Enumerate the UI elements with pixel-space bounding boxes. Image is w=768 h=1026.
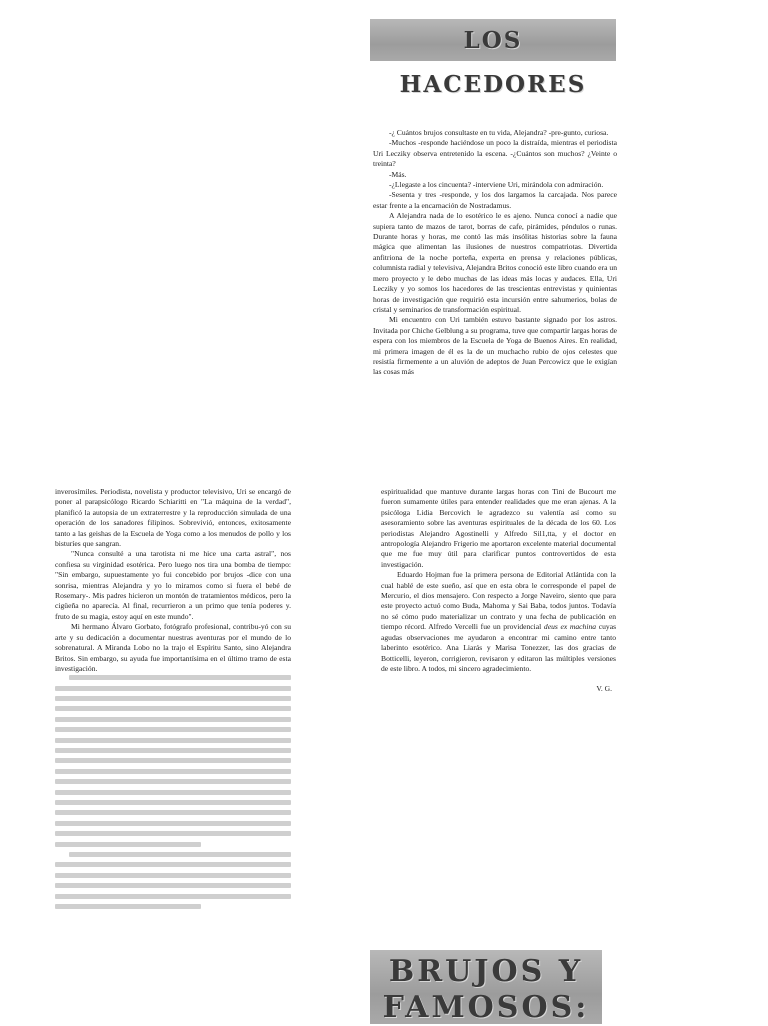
header-banner: LOS HACEDORES: [370, 19, 616, 61]
paragraph-text: Eduardo Hojman fue la primera persona de Editorial Atlántida con la cual hablé de este sueño, así que en esta obra le corresponde el papel de Mercurio, el dios mensajero. Con respecto a Jorge Naveiro, siento que para este proyecto actuó como Buda, Mahoma y Sai Baba, todos juntos. Todavía no sé cómo pudo materializar un contrato y una fecha de publicación en tiempo récord. Alfredo Vercelli fue un providencial: [381, 570, 616, 632]
paragraph: espiritualidad que mantuve durante largas horas con Tini de Bucourt me fueron sumamente útiles para entender realidades que me eran ajenas. A la psicóloga Lidia Bercovich le agradezco su valentía así como su asesoramiento sobre las aventuras espirituales de la década de los 60. Los periodistas Alejandro Agostinelli y Alfredo Sil1,tta, y el doctor en antropología Alejandro Frigerio me aportaron excelente material documental que me fue muy útil para clarificar puntos controvertidos de esta investigación.: [381, 487, 616, 569]
paragraph-unreadable: [55, 675, 291, 846]
paragraph-text: cuyas agudas observaciones me ayudaron a encontrar mi camino entre tanto laberinto esotérico. Ana Liarás y Marisa Tonezzer, las dos gracias de Botticelli, leyeron, corrigieron, revisaron y editaron las múltiples versiones de este libro. A todos, mi sincero agradecimiento.: [381, 622, 617, 673]
paragraph: [381, 570, 616, 674]
paragraph: -¿ Cuántos brujos consultaste en tu vida, Alejandra? -pre-gunto, curiosa.: [389, 128, 609, 137]
paragraph: -¿Llegaste a los cincuenta? -interviene Uri, mirándola con admiración.: [389, 180, 604, 190]
paragraph: inverosímiles. Periodista, novelista y productor televisivo, Uri se encargó de poner al parapsicólogo Ricardo Schiaritti en "La máquina de la verdad", planificó la autopsia de un extraterrestre y la reproducción simulada de una operación de los sanadores filipinos. Sobrevivió, entonces, exitosamente tanto a las geishas de la Escuela de Yoga como a los menudos de pollo y los bisturíes que sangran.: [55, 487, 291, 549]
paragraph: Mi encuentro con Uri también estuvo bastante signado por los astros. Invitada por Chiche Gelblung a su programa, tuve que compartir largas horas de espera con los miembros de la Escuela de Yoga de Buenos Aires. En realidad, mi primera imagen de él es la de un muchacho rubio de ojos celestes que resistía firmemente a un aluvión de adeptos de Juan Percowicz que le exigían las cosas más: [373, 315, 617, 377]
paragraph: -Más.: [389, 169, 407, 179]
text-column-bottom-left: [55, 487, 291, 914]
paragraph-unreadable: [55, 852, 291, 909]
paragraph: A Alejandra nada de lo esotérico le es ajeno. Nunca conocí a nadie que supiera tanto de mazos de tarot, borras de cafe, pirámides, péndulos o runas. Durante horas y horas, me contó las más insólitas historias sobre la fauna mágica que alimentan las ilusiones de nuestros compatriotas. Divertida anfitriona de la noche porteña, experta en prensa y relaciones públicas, columnista radial y televisiva, Alejandra Britos conoció este libro cuando era un mero proyecto y le debo muchas de las ideas más locas y audaces. Ella, Uri Lecziky y yo somos los hacedores de las trescientas entrevistas y quinientas horas de investigación que requirió esta incursión entre sahumerios, bolas de cristal y seminarios de transformación espiritual.: [373, 211, 617, 314]
paragraph: "Nunca consulté a una tarotista ni me hice una carta astral", nos confiesa su virginidad esotérica. Pero luego nos tira una bomba de tiempo: "Sin embargo, supuestamente yo fui concebido por brujos -dice con una sonrisa, mientras Alejandra y yo lo miramos como si fuera el bebé de Rosemary-. Mis padres hicieron un montón de tratamientos médicos, pero la cigüeña no aparecía. Al final, recurrieron a un primo que tenía poderes y. fruto de su magia, estoy aquí en este mundo".: [55, 549, 291, 621]
footer-banner-line: FAMOSOS:: [382, 990, 590, 1025]
footer-banner: [370, 950, 602, 1024]
text-column-top-right: [373, 128, 617, 378]
italic-phrase: deus ex machina: [543, 622, 597, 632]
author-signature: V. G.: [596, 684, 612, 694]
paragraph: -Muchos -responde haciéndose un poco la distraída, mientras el periodista Uri Lecziky observa entretenido la escena. -¿Cuántos son muchos? ¿Veinte o treinta?: [373, 138, 617, 169]
paragraph: Mi hermano Álvaro Gorbato, fotógrafo profesional, contribu-yó con su arte y su dedicación a documentar nuestras aventuras por el mundo de lo sobrenatural. A Miranda Lobo no la trajo el Espíritu Santo, sino Alejandra Britos. Sin embargo, su ayuda fue importantísima en el último tramo de esta investigación.: [55, 622, 291, 673]
footer-banner-line: BRUJOS Y: [388, 954, 584, 989]
paragraph: -Sesenta y tres -responde, y los dos largamos la carcajada. Nos parece estar frente a la encarnación de Nostradamus.: [373, 190, 617, 210]
text-column-bottom-right: [381, 487, 616, 695]
